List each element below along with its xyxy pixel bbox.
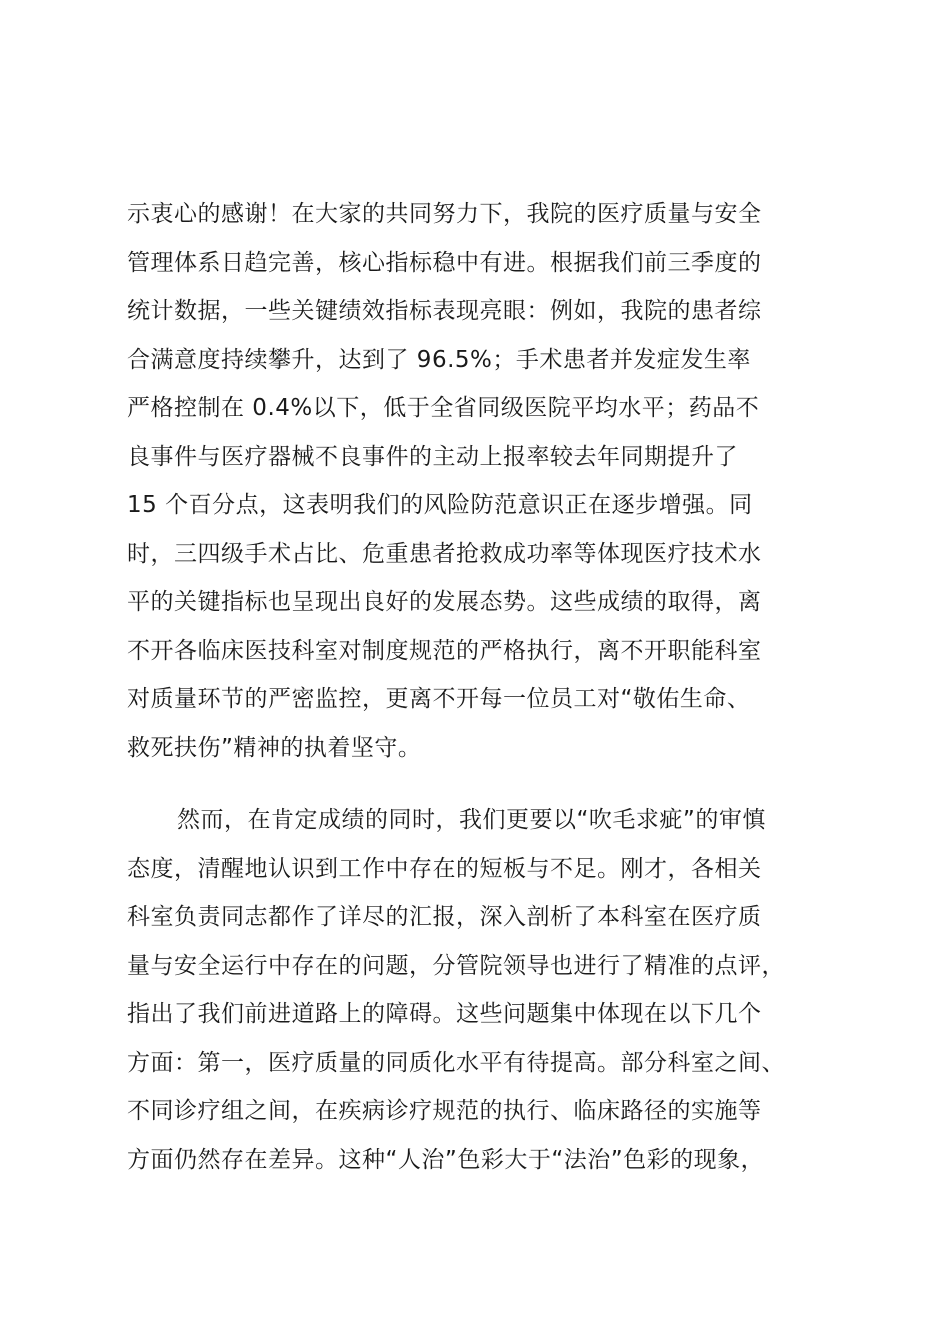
paragraph-shortcomings (127, 796, 847, 1184)
text-line: 方面：第一，医疗质量的同质化水平有待提高。部分科室之间、 (127, 1049, 785, 1076)
text-line: 合满意度持续攀升，达到了 96.5%；手术患者并发症发生率 (127, 346, 751, 373)
text-line: 指出了我们前进道路上的障碍。这些问题集中体现在以下几个 (127, 1001, 762, 1027)
text-line-first: 然而，在肯定成绩的同时，我们更要以“吹毛求疵”的审慎 (177, 807, 766, 833)
paragraph-achievements (127, 190, 847, 772)
text-line: 不同诊疗组之间，在疾病诊疗规范的执行、临床路径的实施等 (127, 1098, 762, 1124)
text-line: 时，三四级手术占比、危重患者抢救成功率等体现医疗技术水 (127, 540, 762, 567)
text-line: 严格控制在 0.4%以下，低于全省同级医院平均水平；药品不 (127, 395, 760, 421)
text-line: 15 个百分点，这表明我们的风险防范意识正在逐步增强。同 (127, 492, 753, 518)
text-line: 量与安全运行中存在的问题，分管院领导也进行了精准的点评， (127, 952, 785, 979)
text-line: 对质量环节的严密监控，更离不开每一位员工对“敬佑生命、 (127, 686, 751, 712)
text-line: 救死扶伤”精神的执着坚守。 (127, 734, 422, 761)
text-line: 良事件与医疗器械不良事件的主动上报率较去年同期提升了 (127, 443, 738, 470)
text-line: 科室负责同志都作了详尽的汇报，深入剖析了本科室在医疗质 (127, 904, 762, 930)
text-line: 态度，清醒地认识到工作中存在的短板与不足。刚才，各相关 (127, 855, 762, 882)
text-line: 方面仍然存在差异。这种“人治”色彩大于“法治”色彩的现象， (127, 1146, 765, 1173)
text-line: 不开各临床医技科室对制度规范的严格执行，离不开职能科室 (127, 637, 762, 664)
text-line: 管理体系日趋完善，核心指标稳中有进。根据我们前三季度的 (127, 249, 762, 276)
text-line: 示衷心的感谢！在大家的共同努力下，我院的医疗质量与安全 (127, 201, 762, 227)
text-line: 平的关键指标也呈现出良好的发展态势。这些成绩的取得，离 (127, 589, 762, 615)
text-line: 统计数据，一些关键绩效指标表现亮眼：例如，我院的患者综 (127, 298, 762, 324)
